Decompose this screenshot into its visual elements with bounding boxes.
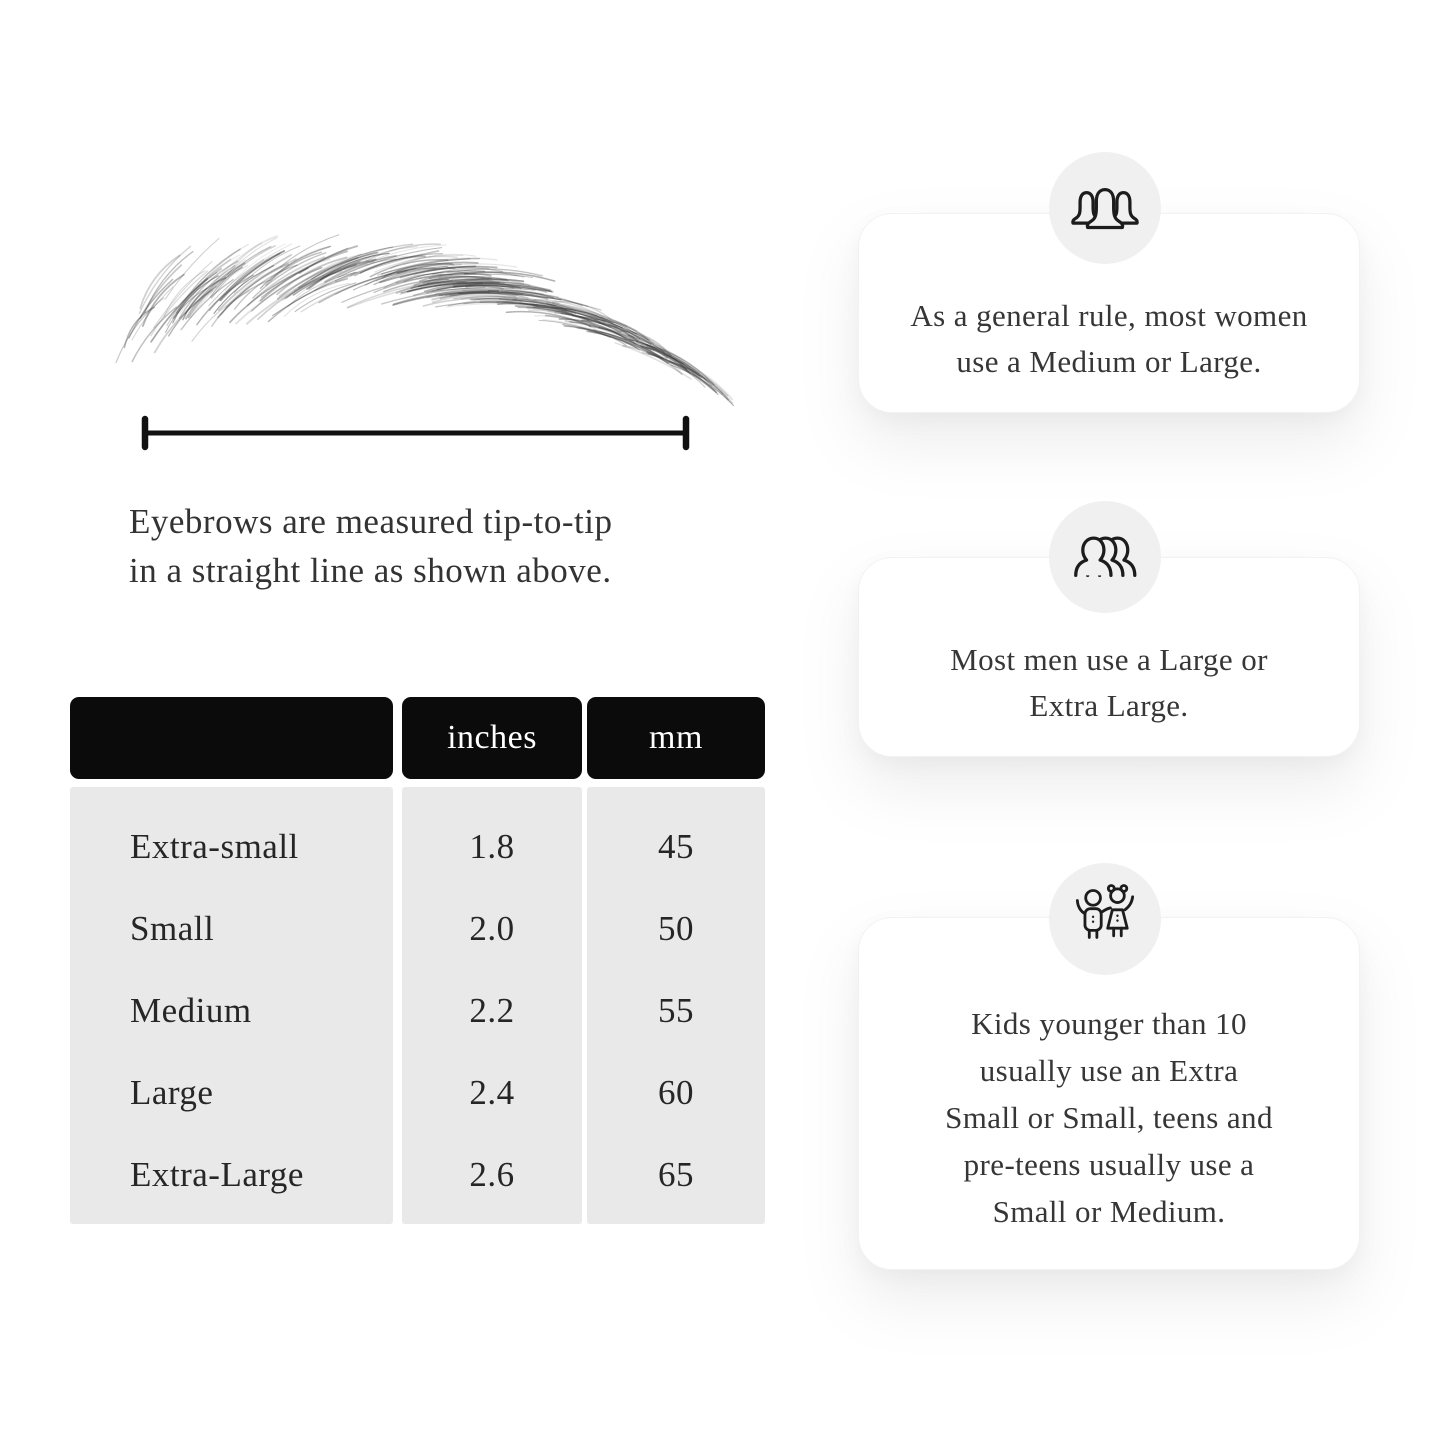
table-cell-inches: 2.0 xyxy=(469,909,515,948)
table-cell-size-label: Large xyxy=(130,1073,214,1112)
men-group-icon xyxy=(1066,518,1144,596)
table-cell-inches: 1.8 xyxy=(469,827,515,866)
kids-icon-circle xyxy=(1049,863,1161,975)
card-text-line: Small or Small, teens and xyxy=(945,1100,1273,1135)
table-cell-size-label: Medium xyxy=(130,991,252,1030)
table-cell-size-label: Extra-Large xyxy=(130,1155,304,1194)
card-text-line: Extra Large. xyxy=(1029,688,1189,723)
table-column-mm xyxy=(587,787,765,1224)
caption-line: in a straight line as shown above. xyxy=(129,551,612,590)
table-cell-mm: 45 xyxy=(658,827,694,866)
card-text-line: usually use an Extra xyxy=(979,1053,1239,1088)
men-icon-circle xyxy=(1049,501,1161,613)
table-header-mm: mm xyxy=(587,697,765,779)
table-cell-size-label: Extra-small xyxy=(130,827,299,866)
table-cell-inches: 2.2 xyxy=(469,991,515,1030)
card-text-line: Small or Medium. xyxy=(992,1194,1226,1229)
table-cell-mm: 65 xyxy=(658,1155,694,1194)
table-cell-mm: 60 xyxy=(658,1073,694,1112)
card-text-line: Most men use a Large or xyxy=(950,642,1268,677)
card-text-line: pre-teens usually use a xyxy=(963,1147,1255,1182)
measurement-line xyxy=(128,412,703,456)
table-header-inches: inches xyxy=(402,697,582,779)
table-column-inches xyxy=(402,787,582,1224)
eyebrow-illustration xyxy=(105,233,705,403)
table-header-blank xyxy=(70,697,393,779)
card-text-line: As a general rule, most women xyxy=(910,298,1308,333)
women-group-icon xyxy=(1066,169,1144,247)
card-women-text xyxy=(859,293,1359,385)
kids-icon xyxy=(1066,880,1144,958)
measurement-caption xyxy=(129,497,749,595)
table-column-labels xyxy=(70,787,393,1224)
women-icon-circle xyxy=(1049,152,1161,264)
table-cell-mm: 50 xyxy=(658,909,694,948)
table-cell-size-label: Small xyxy=(130,909,215,948)
card-men-text xyxy=(859,637,1359,729)
table-cell-inches: 2.6 xyxy=(469,1155,515,1194)
card-text-line: Kids younger than 10 xyxy=(971,1006,1247,1041)
table-cell-inches: 2.4 xyxy=(469,1073,515,1112)
table-cell-mm: 55 xyxy=(658,991,694,1030)
card-kids-text xyxy=(859,1000,1359,1235)
card-text-line: use a Medium or Large. xyxy=(956,344,1262,379)
caption-line: Eyebrows are measured tip-to-tip xyxy=(129,502,613,541)
